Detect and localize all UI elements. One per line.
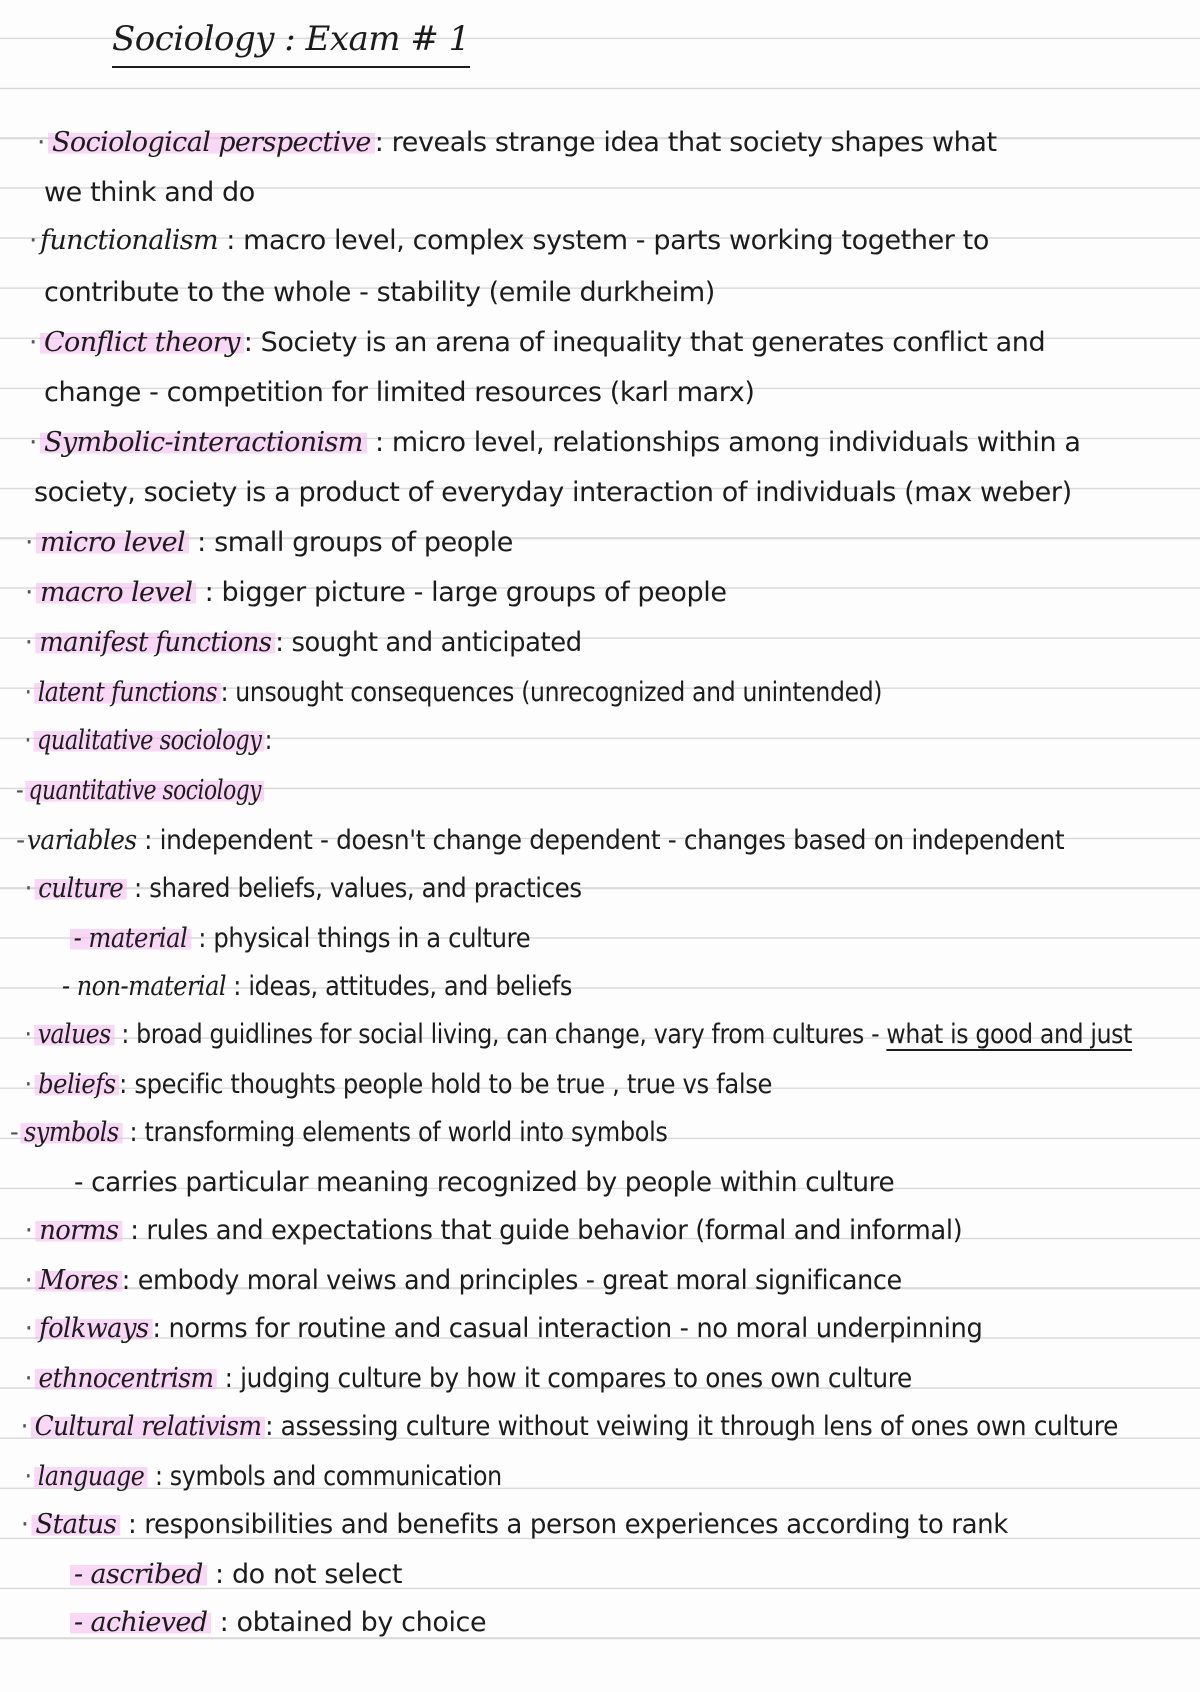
note-term: Status: [31, 1509, 120, 1540]
bullet-mark: ·: [24, 1265, 33, 1296]
bullet-mark: ·: [28, 427, 38, 458]
note-definition: norms for routine and casual interaction - no moral underpinning: [160, 1313, 983, 1344]
note-definition: - carries particular meaning recognized by people within culture: [74, 1167, 895, 1198]
note-term: Symbolic-interactionism: [40, 427, 367, 458]
note-term: beliefs: [35, 1069, 120, 1100]
note-term: - non-material: [62, 971, 227, 1002]
bullet-mark: ·: [24, 1019, 32, 1050]
note-definition: do not select: [223, 1559, 403, 1590]
note-definition: bigger picture - large groups of people: [213, 577, 727, 608]
note-line: [22, 618, 582, 668]
note-line: [44, 368, 755, 418]
note-definition: specific thoughts people hold to be true , true vs false: [126, 1069, 773, 1100]
note-definition: broad guidlines for social living, can change, vary from cultures -: [128, 1019, 887, 1050]
note-term: Sociological perspective: [48, 127, 375, 158]
note-term: micro level: [36, 527, 189, 558]
term-separator: :: [206, 1559, 224, 1590]
term-separator: :: [121, 1265, 130, 1296]
note-term: Conflict theory: [40, 327, 244, 358]
note-definition: assessing culture without veiwing it through lens of ones own culture: [273, 1411, 1119, 1442]
term-separator: :: [189, 527, 206, 558]
note-line: [22, 1304, 982, 1354]
note-line: [22, 568, 727, 618]
note-definition: responsibilities and benefits a person experiences according to rank: [136, 1509, 1008, 1540]
bullet-mark: ·: [24, 1461, 32, 1492]
note-term: latent functions: [34, 677, 220, 708]
note-line: [70, 1598, 486, 1648]
note-definition: Society is an arena of inequality that generates conflict and: [252, 327, 1046, 358]
note-line: [74, 1158, 894, 1208]
note-term: variables: [26, 825, 137, 856]
note-definition: small groups of people: [205, 527, 513, 558]
note-term: ethnocentrism: [35, 1363, 217, 1394]
note-line: [62, 962, 572, 1012]
bullet-mark: ·: [24, 577, 34, 608]
note-line: [34, 118, 997, 168]
note-line: [22, 1256, 902, 1306]
bullet-mark: ·: [28, 327, 38, 358]
note-definition: independent - doesn't change dependent - changes based on independent: [152, 825, 1065, 856]
note-line: [14, 766, 264, 816]
bullet-mark: ·: [36, 127, 46, 158]
note-line: [8, 1108, 668, 1158]
note-definition: symbols and communication: [162, 1461, 502, 1492]
note-line: [70, 1550, 402, 1600]
term-separator: :: [220, 677, 229, 708]
note-definition: judging culture by how it compares to ones own culture: [232, 1363, 912, 1394]
term-separator: :: [366, 427, 384, 458]
term-separator: :: [136, 825, 153, 856]
note-term: Mores: [35, 1265, 122, 1296]
note-line: [22, 716, 272, 766]
bullet-mark: -: [16, 825, 25, 856]
note-definition: contribute to the whole - stability (emile durkheim): [44, 277, 715, 308]
note-line: [34, 468, 1072, 518]
note-line: [44, 168, 255, 218]
term-separator: :: [265, 1411, 274, 1442]
bullet-mark: ·: [24, 1069, 33, 1100]
note-term: norms: [35, 1215, 122, 1246]
term-separator: :: [275, 627, 284, 658]
bullet-mark: ·: [24, 627, 33, 658]
term-separator: :: [211, 1607, 229, 1638]
note-line: [22, 1010, 1132, 1060]
bullet-mark: ·: [28, 225, 38, 256]
note-line: [26, 418, 1081, 468]
underlined-phrase: what is good and just: [886, 1019, 1133, 1050]
term-separator: :: [152, 1313, 161, 1344]
term-separator: :: [264, 725, 272, 756]
note-line: [26, 318, 1045, 368]
term-separator: :: [190, 923, 207, 954]
bullet-mark: ·: [24, 1215, 33, 1246]
note-line: [22, 864, 582, 914]
note-term: - material: [70, 923, 191, 954]
term-separator: :: [122, 1215, 139, 1246]
note-term: functionalism: [40, 225, 219, 256]
note-line: [22, 518, 513, 568]
bullet-mark: -: [10, 1117, 19, 1148]
term-separator: :: [374, 127, 384, 158]
bullet-mark: ·: [24, 1313, 33, 1344]
bullet-mark: ·: [20, 1509, 29, 1540]
note-term: language: [34, 1461, 148, 1492]
note-line: [70, 914, 530, 964]
note-line: [18, 1402, 1118, 1452]
term-separator: :: [119, 1069, 127, 1100]
note-line: [22, 1060, 772, 1110]
note-definition: macro level, complex system - parts working together to: [234, 225, 989, 256]
note-definition: reveals strange idea that society shapes what: [383, 127, 997, 158]
note-term: - ascribed: [70, 1559, 207, 1590]
term-separator: :: [196, 577, 214, 608]
note-definition: ideas, attitudes, and beliefs: [241, 971, 573, 1002]
note-definition: micro level, relationships among individuals within a: [383, 427, 1081, 458]
note-line: [18, 1500, 1008, 1550]
note-line: [14, 816, 1064, 866]
page-title: Sociology : Exam # 1: [112, 22, 470, 68]
note-definition: obtained by choice: [228, 1607, 487, 1638]
bullet-mark: ·: [24, 527, 34, 558]
bullet-mark: ·: [24, 873, 33, 904]
bullet-mark: -: [15, 775, 24, 806]
note-term: Cultural relativism: [31, 1411, 265, 1442]
note-line: [22, 668, 882, 718]
note-definition: rules and expectations that guide behavior (formal and informal): [138, 1215, 963, 1246]
note-line: [22, 1452, 502, 1502]
term-separator: :: [226, 971, 242, 1002]
bullet-mark: ·: [24, 1363, 33, 1394]
note-definition: shared beliefs, values, and practices: [141, 873, 582, 904]
note-definition: transforming elements of world into symbols: [137, 1117, 668, 1148]
note-definition: society, society is a product of everyday interaction of individuals (max weber): [34, 477, 1072, 508]
note-term: - achieved: [70, 1607, 211, 1638]
note-term: quantitative sociology: [25, 775, 264, 806]
note-line: [22, 1354, 912, 1404]
note-definition: unsought consequences (unrecognized and unintended): [228, 677, 883, 708]
term-separator: :: [147, 1461, 163, 1492]
term-separator: :: [217, 1363, 233, 1394]
note-definition: change - competition for limited resources (karl marx): [44, 377, 755, 408]
bullet-mark: ·: [24, 725, 32, 756]
bullet-mark: ·: [24, 677, 32, 708]
note-term: qualitative sociology: [34, 725, 265, 756]
note-term: manifest functions: [35, 627, 275, 658]
term-separator: :: [122, 1117, 138, 1148]
note-definition: physical things in a culture: [206, 923, 531, 954]
term-separator: :: [126, 873, 142, 904]
term-separator: :: [120, 1509, 137, 1540]
note-term: folkways: [35, 1313, 152, 1344]
note-line: [22, 1206, 962, 1256]
term-separator: :: [114, 1019, 129, 1050]
note-line: [26, 216, 989, 266]
note-term: symbols: [20, 1117, 122, 1148]
term-separator: :: [243, 327, 253, 358]
note-term: values: [34, 1019, 114, 1050]
note-line: [44, 268, 715, 318]
note-term: culture: [35, 873, 127, 904]
note-definition: embody moral veiws and principles - great moral significance: [129, 1265, 902, 1296]
note-term: macro level: [36, 577, 196, 608]
note-definition: we think and do: [44, 177, 255, 208]
bullet-mark: ·: [20, 1411, 29, 1442]
term-separator: :: [218, 225, 235, 256]
note-definition: sought and anticipated: [283, 627, 582, 658]
